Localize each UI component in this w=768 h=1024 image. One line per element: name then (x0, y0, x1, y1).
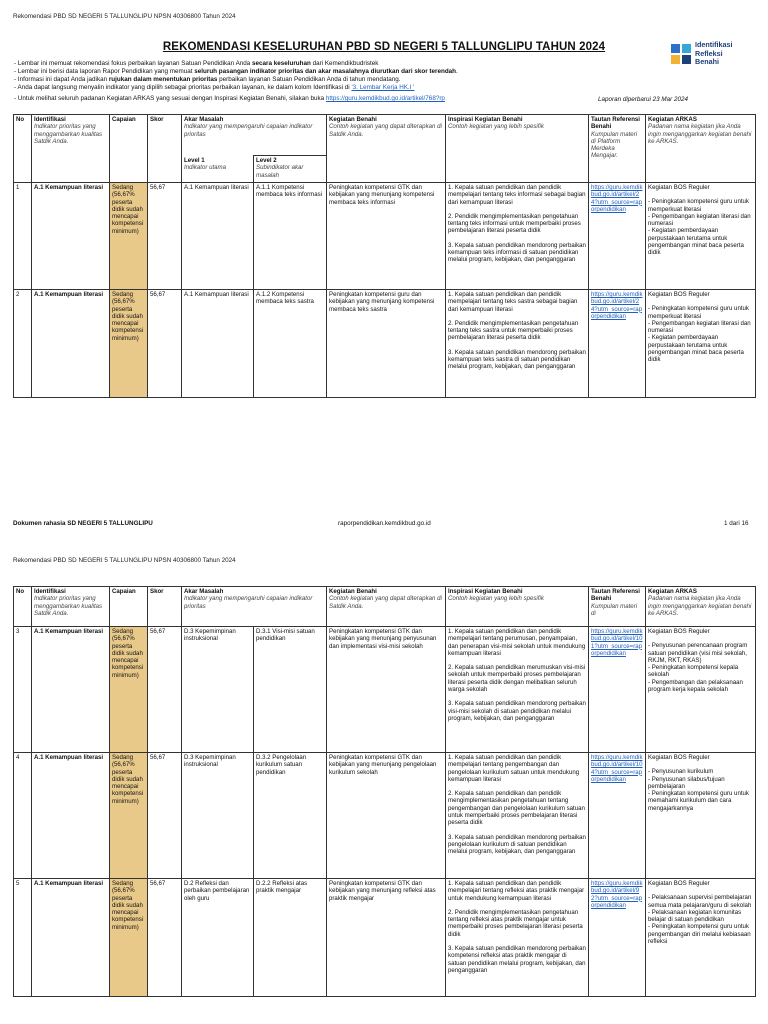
reference-link[interactable]: https://guru.kemdikbud.go.id/artikel/24?utm_source=raporpendidikan (591, 184, 643, 213)
footer-site: raporpendidikan.kemdikbud.go.id (338, 520, 431, 527)
row-identifikasi: A.1 Kemampuan literasi (32, 183, 110, 290)
table-row: 3 A.1 Kemampuan literasi Sedang (56,67% peserta didik sudah mencapai kompetensi minimum) 56,67 D.3 Kepemimpinan instruksional D.3.1 Visi-misi satuan pendidikan Peningkatan kompetensi GTK dan kebijakan yang menunjang penyusunan dan implementasi visi-misi sekolah 1. Kepala satuan pendidikan dan pendidik mempelajari tentang perumusan, penyampaian, dan penerapan visi-misi sekolah untuk mendukung kemampuan literasi 2. Kepala satuan pendidikan merumuskan visi-misi sekolah untuk memperbaiki proses pembelajaran literasi peserta didik dengan melibatkan seluruh warga sekolah 3. Kepala satuan pendidikan mendorong perbaikan visi-misi sekolah di satuan pendidikan melalui program, kebijakan, dan penganggaran https://guru.kemdikbud.go.id/artikel/101?utm_source=raporpendidikan Kegiatan BOS Reguler - Penyusunan perencanaan program satuan pendidikan (visi misi sekolah, RKJM, RKT, RKAS) - Peningkatan kompetensi kepala sekolah - Pengembangan dan pelaksanaan program kerja kepala sekolah (14, 627, 756, 753)
col-akar: Akar Masalah (184, 116, 224, 123)
logo-text-1: Identifikasi (695, 40, 733, 49)
intro-line-2: - Lembar ini berisi data laporan Rapor Pendidikan yang memuat seluruh pasangan indikator prioritas dan akar masalahnya diurutkan dari skor terendah. (14, 68, 458, 76)
reference-link[interactable]: https://guru.kemdikbud.go.id/artikel/24?utm_source=raporpendidikan (591, 291, 643, 320)
row-arkas: Kegiatan BOS Reguler - Penyusunan perencanaan program satuan pendidikan (visi misi sekolah, RKJM, RKT, RKAS) - Peningkatan kompetensi kepala sekolah - Pengembangan dan pelaksanaan program kerja kepala sekolah (646, 627, 756, 753)
lembar-kerja-link[interactable]: '3. Lembar Kerja HK.I ' (351, 84, 415, 92)
footer-confidential: Dokumen rahasia SD NEGERI 5 TALLUNGLIPU (13, 520, 153, 527)
row-inspirasi: 1. Kepala satuan pendidikan dan pendidik mempelajari tentang refleksi atas praktik mengajar untuk mendukung kemampuan literasi 2. Pendidik mengimplementasikan pengetahuan tentang refleksi atas praktik mengajar untuk memperbaiki proses pembelajaran literasi peserta didik 3. Kepala satuan pendidikan mendorong perbaikan kompetensi refleksi atas praktik mengajar di satuan pendidikan melalui program, kebijakan, dan penganggaran (446, 879, 589, 997)
logo-text-2: Refleksi (695, 48, 723, 58)
table-row (14, 183, 756, 290)
row-inspirasi: 1. Kepala satuan pendidikan dan pendidik mempelajari tentang pengembangan dan pengelolaan kurikulum satuan untuk mendukung kemampuan literasi 2. Kepala satuan pendidikan dan pendidik mengimplementasikan pengetahuan tentang pengembangan dan pengelolaan kurikulum satuan untuk memperbaiki proses pembelajaran literasi peserta didik 3. Kepala satuan pendidikan mendorong perbaikan pengelolaan kurikulum di satuan pendidikan melalui program, kebijakan, dan penganggaran (446, 753, 589, 879)
table-row (14, 290, 756, 398)
row-inspirasi: 1. Kepala satuan pendidikan dan pendidik mempelajari tentang teks informasi sebagai bagian dari kemampuan literasi 2. Pendidik mengimplementasikan pengetahuan tentang teks informasi untuk memperbaiki proses pembelajaran literasi peserta didik 3. Kepala satuan pendidikan mendorong perbaikan kemampuan teks informasi di satuan pendidikan melalui program, kebijakan, dan penganggaran (446, 183, 589, 290)
page-header: Rekomendasi PBD SD NEGERI 5 TALLUNGLIPU NPSN 40306800 Tahun 2024 (13, 13, 236, 20)
row-skor: 56,67 (148, 290, 182, 398)
table-row: 5 A.1 Kemampuan literasi Sedang (56,67% peserta didik sudah mencapai kompetensi minimum) 56,67 D.2 Refleksi dan perbaikan pembelajaran oleh guru D.2.2 Refleksi atas praktik mengajar Peningkatan kompetensi GTK dan kebijakan yang menunjang refleksi atas praktik mengajar 1. Kepala satuan pendidikan dan pendidik mempelajari tentang refleksi atas praktik mengajar untuk mendukung kemampuan literasi 2. Pendidik mengimplementasikan pengetahuan tentang refleksi atas praktik mengajar untuk memperbaiki proses pembelajaran literasi peserta didik 3. Kepala satuan pendidikan mendorong perbaikan kompetensi refleksi atas praktik mengajar di satuan pendidikan melalui program, kebijakan, dan penganggaran https://guru.kemdikbud.go.id/artikel/92?utm_source=raporpendidikan Kegiatan BOS Reguler - Pelaksanaan supervisi pembelajaran semua mata pelajaran/guru di sekolah - Pelaksanaan kegiatan komunitas belajar di satuan pendidikan - Peningkatan kompetensi guru untuk pengembangan diri melalui kebiasaan refleksi (14, 879, 756, 997)
row-capaian: Sedang (56,67% peserta didik sudah mencapai kompetensi minimum) (110, 290, 148, 398)
col-capaian: Capaian (112, 116, 136, 123)
report-date: Laporan diperbarui 23 Mar 2024 (598, 96, 688, 103)
row-level-1: A.1 Kemampuan literasi (182, 183, 254, 290)
row-identifikasi: A.1 Kemampuan literasi (32, 290, 110, 398)
footer-page-number: 1 dari 16 (724, 520, 749, 527)
arkas-link[interactable]: https://guru.kemdikbud.go.id/artikel/768?rp (325, 95, 445, 103)
col-level-2: Level 2 (256, 157, 277, 164)
col-arkas: Kegiatan ARKAS (648, 116, 697, 123)
row-arkas: Kegiatan BOS Reguler - Peningkatan kompetensi guru untuk memperkuat literasi - Pengembangan kegiatan literasi dan numerasi - Kegiatan pemberdayaan perpustakaan terutama untuk pengembangan minat baca peserta didik (646, 183, 756, 290)
col-inspirasi: Inspirasi Kegiatan Benahi (448, 116, 523, 123)
row-inspirasi: 1. Kepala satuan pendidikan dan pendidik mempelajari tentang teks sastra sebagai bagian dari kemampuan literasi 2. Pendidik mengimplementasikan pengetahuan tentang teks sastra untuk memperbaiki proses pembelajaran literasi peserta didik 3. Kepala satuan pendidikan mendorong perbaikan kemampuan teks sastra di satuan pendidikan melalui program, kebijakan, dan penganggaran (446, 290, 589, 398)
col-identifikasi: Identifikasi (34, 116, 66, 123)
recommendation-table-2 (13, 586, 756, 997)
reference-link[interactable]: https://guru.kemdikbud.go.id/artikel/101?utm_source=raporpendidikan (591, 628, 643, 657)
row-no: 2 (14, 290, 32, 398)
page-title: REKOMENDASI KESELURUHAN PBD SD NEGERI 5 TALLUNGLIPU TAHUN 2024 (162, 41, 606, 53)
row-kegiatan: Peningkatan kompetensi guru dan kebijakan yang menunjang kompetensi membaca teks sastra (327, 290, 446, 398)
col-kegiatan: Kegiatan Benahi (329, 116, 377, 123)
table-row: 4 A.1 Kemampuan literasi Sedang (56,67% peserta didik sudah mencapai kompetensi minimum) 56,67 D.3 Kepemimpinan instruksional D.3.2 Pengelolaan kurikulum satuan pendidikan Peningkatan kompetensi GTK dan kebijakan yang menunjang pengelolaan kurikulum sekolah 1. Kepala satuan pendidikan dan pendidik mempelajari tentang pengembangan dan pengelolaan kurikulum satuan untuk mendukung kemampuan literasi 2. Kepala satuan pendidikan dan pendidik mengimplementasikan pengetahuan tentang pengembangan dan pengelolaan kurikulum satuan untuk memperbaiki proses pembelajaran literasi peserta didik 3. Kepala satuan pendidikan mendorong perbaikan pengelolaan kurikulum di satuan pendidikan melalui program, kebijakan, dan penganggaran https://guru.kemdikbud.go.id/artikel/104?utm_source=raporpendidikan Kegiatan BOS Reguler - Penyusunan kurikulum - Penyusunan silabus/tujuan pembelajaran - Peningkatan kompetensi guru untuk memahami kurikulum dan cara mengajarkannya (14, 753, 756, 879)
recommendation-table-1: No Identifikasi Indikator prioritas yang menggambarkan kualitas Satdik Anda. Capaian Skor Akar Masalah Indikator yang mempengaruhi capaian indikator prioritas Kegiatan Benahi Contoh kegiatan yang dapat diterapkan di Satdik Anda. Inspirasi Kegiatan Benahi Contoh kegiatan yang lebih spesifik Tautan Referensi Benahi Kumpulan materi di Platform Merdeka Mengajar. Kegiatan ARKAS Padanan nama kegiatan jika Anda ingin menganggarkan kegiatan benahi ke ARKAS. Level 1 Indikator utama Level 2 Subindikator akar masalah 1 A.1 Kemampuan literasi Sedang (56,67% peserta didik sudah mencapai kompetensi minimum) 56,67 A.1 Kemampuan literasi A.1.1 Kompetensi membaca teks informasi Peningkatan kompetensi GTK dan kebijakan yang menunjang kompetensi membaca teks informasi 1. Kepala satuan pendidikan dan pendidik mempelajari tentang teks informasi sebagai bagian dari kemampuan literasi 2. Pendidik mengimplementasikan pengetahuan tentang teks informasi untuk memperbaiki proses pembelajaran literasi peserta didik 3. Kepala satuan pendidikan mendorong perbaikan kemampuan teks informasi di satuan pendidikan melalui program, kebijakan, dan penganggaran https://guru.kemdikbud.go.id/artikel/24?utm_source=raporpendidikan Kegiatan BOS Reguler - Peningkatan kompetensi guru untuk memperkuat literasi - Pengembangan kegiatan literasi dan numerasi - Kegiatan pemberdayaan perpustakaan terutama untuk pengembangan minat baca peserta didik 2 A.1 Kemampuan literasi Sedang (56,67% peserta didik sudah mencapai kompetensi minimum) 56,67 A.1 Kemampuan literasi A.1.2 Kompetensi membaca teks sastra Peningkatan kompetensi guru dan kebijakan yang menunjang kompetensi membaca teks sastra 1. Kepala satuan pendidikan dan pendidik mempelajari tentang teks sastra sebagai bagian dari kemampuan literasi 2. Pendidik mengimplementasikan pengetahuan tentang teks sastra untuk memperbaiki proses pembelajaran literasi peserta didik 3. Kepala satuan pendidikan mendorong perbaikan kemampuan teks sastra di satuan pendidikan melalui program, kebijakan, dan penganggaran https://guru.kemdikbud.go.id/artikel/24?utm_source=raporpendidikan Kegiatan BOS Reguler - Peningkatan kompetensi guru untuk memperkuat literasi - Pengembangan kegiatan literasi dan numerasi - Kegiatan pemberdayaan perpustakaan terutama untuk pengembangan minat baca peserta didik (13, 114, 756, 398)
row-level-2: A.1.1 Kompetensi membaca teks informasi (254, 183, 327, 290)
row-capaian: Sedang (56,67% peserta didik sudah mencapai kompetensi minimum) (110, 183, 148, 290)
table-header-row: No Identifikasi Indikator prioritas yang menggambarkan kualitas Satdik Anda. Capaian Skor Akar Masalah Indikator yang mempengaruhi capaian indikator prioritas Kegiatan Benahi Contoh kegiatan yang dapat diterapkan di Satdik Anda. Inspirasi Kegiatan Benahi Contoh kegiatan yang lebih spesifik Tautan Referensi Benahi Kumpulan materi di Platform Merdeka Mengajar. Kegiatan ARKAS Padanan nama kegiatan jika Anda ingin menganggarkan kegiatan benahi ke ARKAS. (14, 115, 756, 156)
row-arkas: Kegiatan BOS Reguler - Pelaksanaan supervisi pembelajaran semua mata pelajaran/guru di sekolah - Pelaksanaan kegiatan komunitas belajar di satuan pendidikan - Peningkatan kompetensi guru untuk pengembangan diri melalui kebiasaan refleksi (646, 879, 756, 997)
row-arkas: Kegiatan BOS Reguler - Penyusunan kurikulum - Penyusunan silabus/tujuan pembelajaran - Peningkatan kompetensi guru untuk memahami kurikulum dan cara mengajarkannya (646, 753, 756, 879)
intro-line-3: - Informasi ini dapat Anda jadikan rujukan dalam menentukan prioritas perbaikan layanan Satuan Pendidikan Anda di tahun mendatang. (14, 76, 401, 84)
col-level-1: Level 1 (184, 156, 205, 164)
row-inspirasi: 1. Kepala satuan pendidikan dan pendidik mempelajari tentang perumusan, penyampaian, dan penerapan visi-misi sekolah untuk mendukung kemampuan literasi 2. Kepala satuan pendidikan merumuskan visi-misi sekolah untuk memperbaiki proses pembelajaran literasi peserta didik dengan melibatkan seluruh warga sekolah 3. Kepala satuan pendidikan mendorong perbaikan visi-misi sekolah di satuan pendidikan melalui program, kebijakan, dan penganggaran (446, 627, 589, 753)
intro-line-4: - Anda dapat langsung menyalin indikator yang dipilih sebagai prioritas perbaikan layanan, ke dalam kolom Identifikasi di '3. Lembar Kerja HK.I ' (14, 84, 415, 92)
intro-line-1: - Lembar ini memuat rekomendasi fokus perbaikan layanan Satuan Pendidikan Anda secara keseluruhan dari Kemendikbudristek (14, 60, 379, 67)
reference-link[interactable]: https://guru.kemdikbud.go.id/artikel/92?utm_source=raporpendidikan (591, 880, 643, 909)
reference-link[interactable]: https://guru.kemdikbud.go.id/artikel/104?utm_source=raporpendidikan (591, 754, 643, 783)
page-separator (0, 542, 768, 543)
table-header-row: No Identifikasi Indikator prioritas yang menggambarkan kualitas Satdik Anda. Capaian Skor Akar Masalah Indikator yang mempengaruhi capaian indikator prioritas Kegiatan Benahi Contoh kegiatan yang dapat diterapkan di Satdik Anda. Inspirasi Kegiatan Benahi Contoh kegiatan yang lebih spesifik Tautan Referensi Benahi Kumpulan materi di Kegiatan ARKAS Padanan nama kegiatan jika Anda ingin menganggarkan kegiatan benahi ke ARKAS. (14, 587, 756, 627)
row-no: 1 (14, 183, 32, 290)
col-skor: Skor (150, 116, 164, 123)
row-skor: 56,67 (148, 183, 182, 290)
row-arkas: Kegiatan BOS Reguler - Peningkatan kompetensi guru untuk memperkuat literasi - Pengembangan kegiatan literasi dan numerasi - Kegiatan pemberdayaan perpustakaan terutama untuk pengembangan minat baca peserta didik (646, 290, 756, 398)
logo (670, 40, 758, 70)
logo-mark-icon (670, 42, 692, 66)
col-tautan: Tautan Referensi Benahi (591, 116, 641, 131)
row-kegiatan: Peningkatan kompetensi GTK dan kebijakan yang menunjang kompetensi membaca teks informasi (327, 183, 446, 290)
intro-notes (14, 60, 654, 103)
row-level-1: A.1 Kemampuan literasi (182, 290, 254, 398)
page-header-2: Rekomendasi PBD SD NEGERI 5 TALLUNGLIPU NPSN 40306800 Tahun 2024 (13, 557, 236, 564)
intro-line-5: - Untuk melihat seluruh padanan Kegiatan ARKAS yang sesuai dengan Inspirasi Kegiatan Benahi, silakan buka https://guru.kemdikbud.go.id/artikel/768?rp (14, 95, 445, 103)
row-level-2: A.1.2 Kompetensi membaca teks sastra (254, 290, 327, 398)
logo-text-3: Benahi (695, 57, 719, 67)
col-no: No (16, 116, 25, 123)
